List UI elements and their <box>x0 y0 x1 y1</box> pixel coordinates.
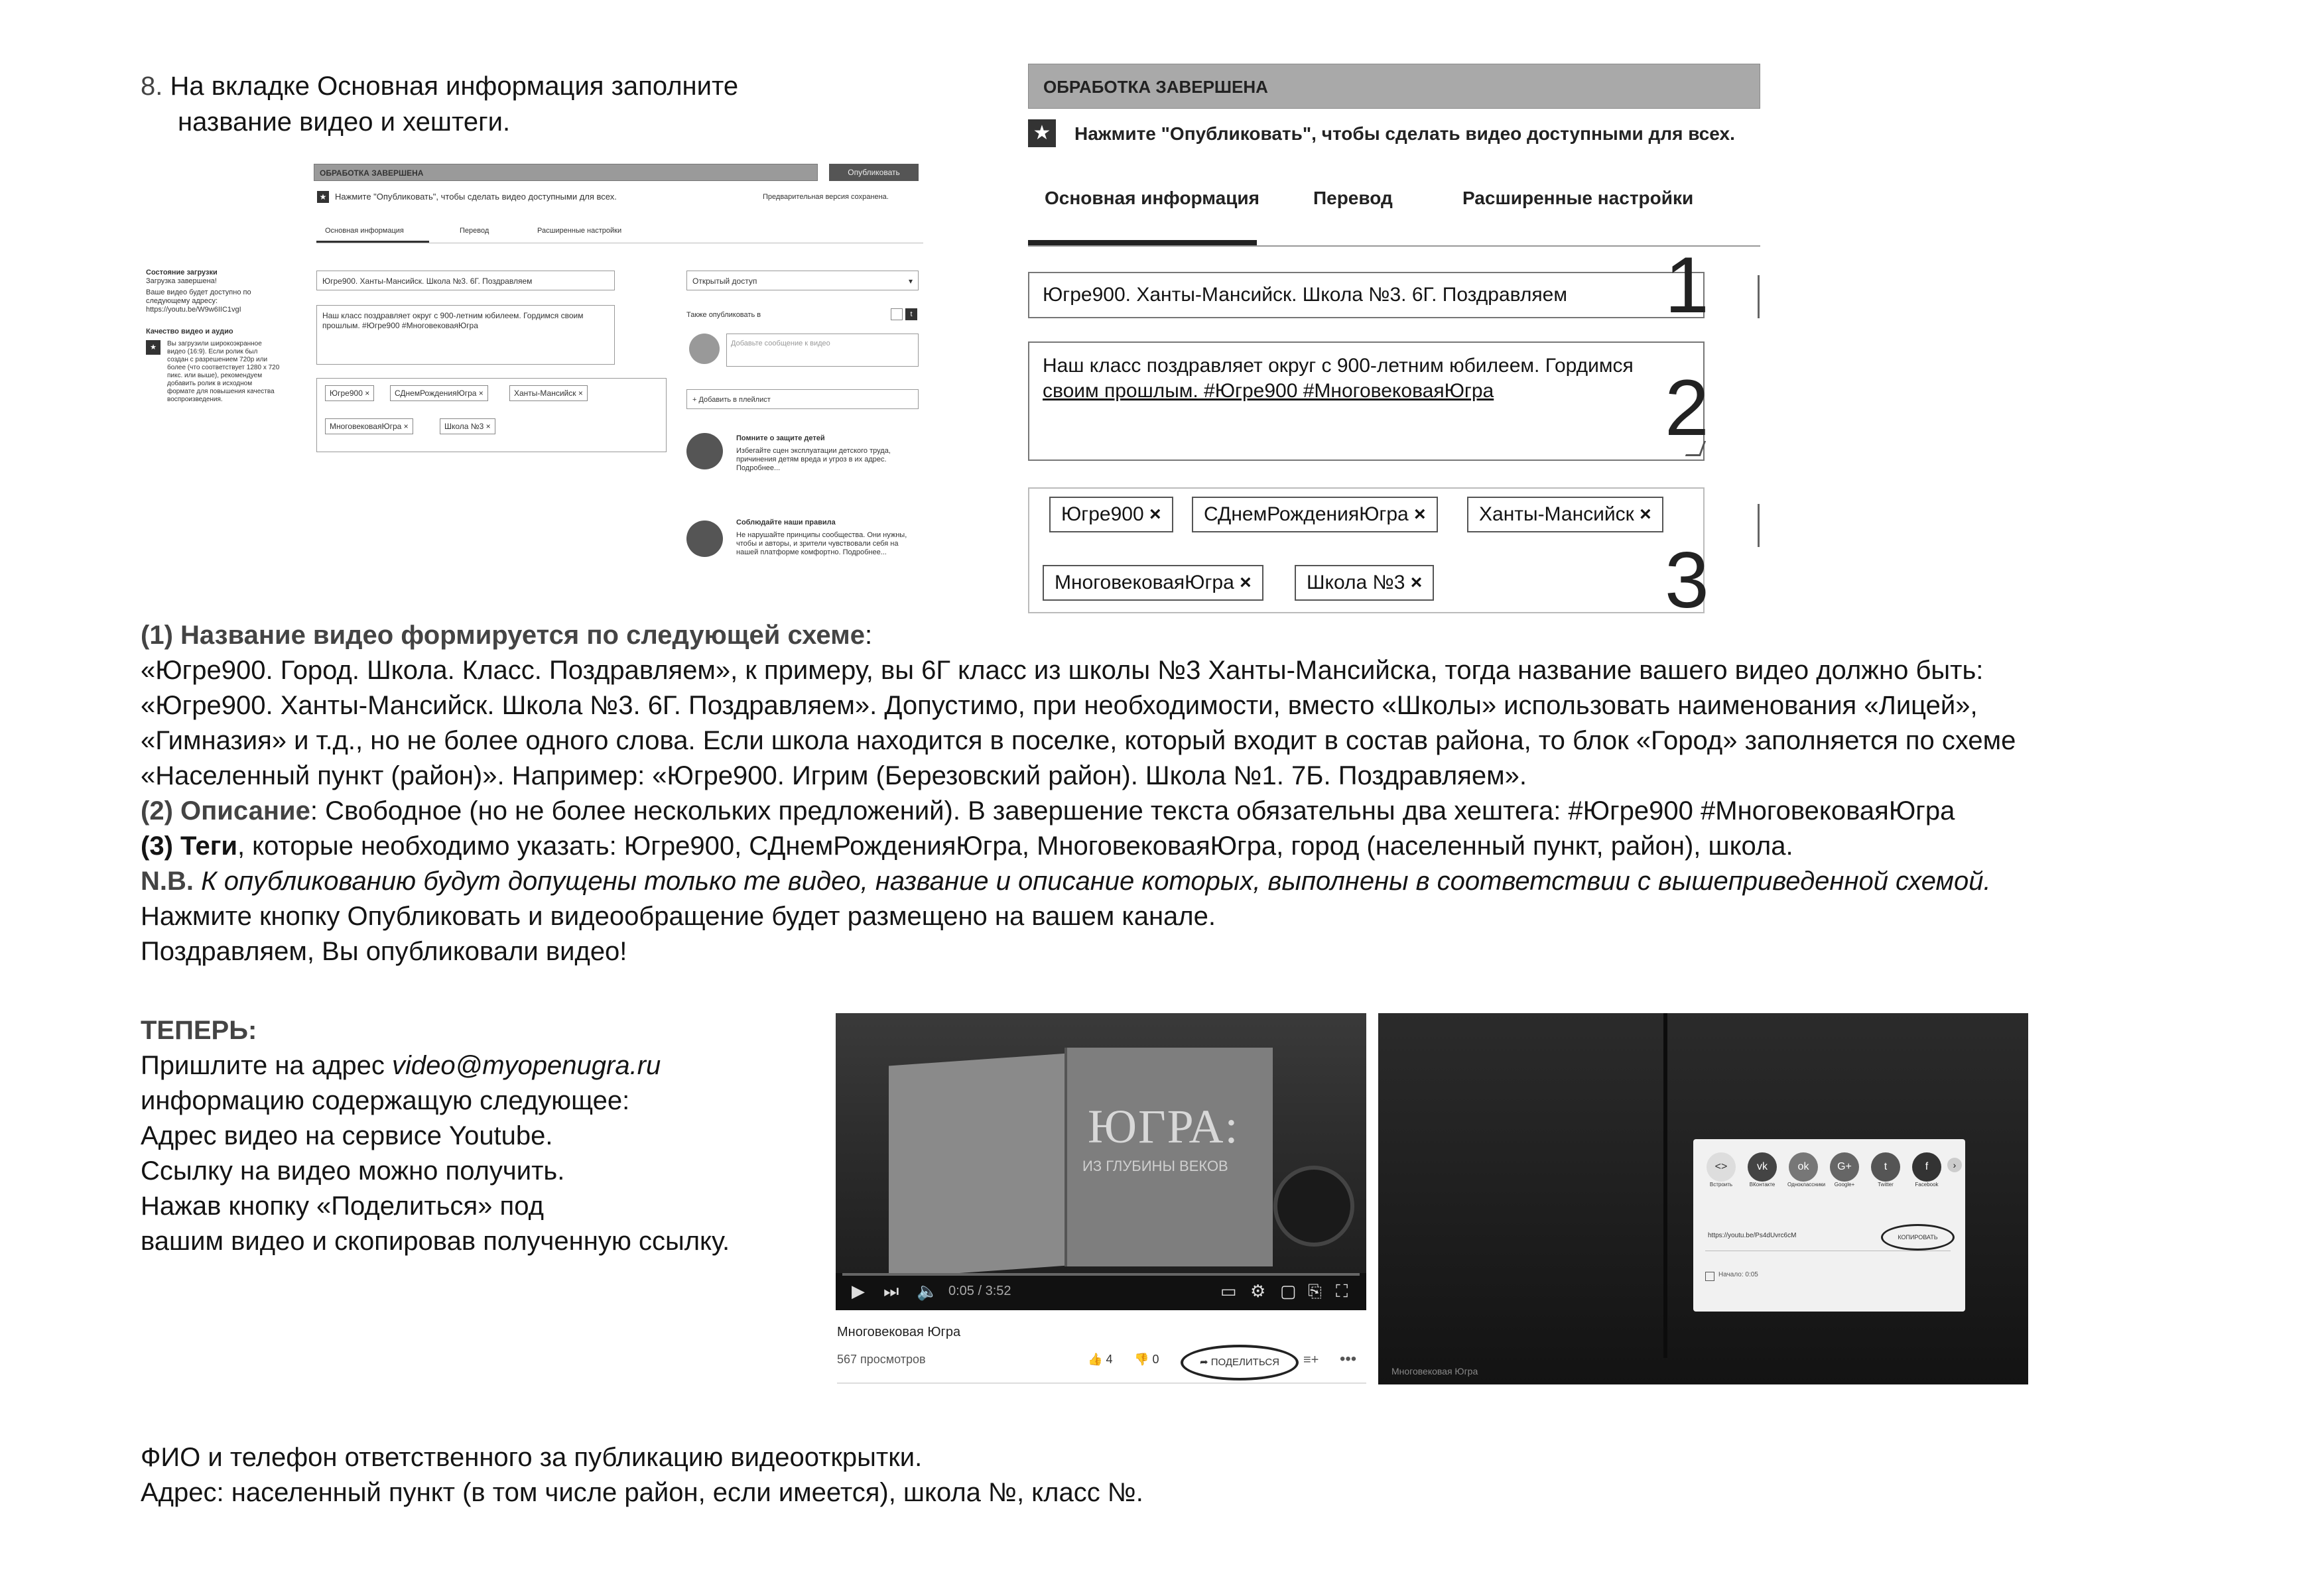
rule3 <box>141 829 2263 864</box>
large-tab-basic[interactable]: Основная информация <box>1045 188 1259 208</box>
small-tab-advanced[interactable]: Расширенные настройки <box>537 227 622 235</box>
publish-line: Нажмите кнопку Опубликовать и видеообращение будет размещено на вашем канале. <box>141 902 1216 931</box>
now-line3: Адрес видео на сервисе Youtube. <box>141 1121 553 1150</box>
chevron-down-icon: ▾ <box>908 276 913 286</box>
large-tag[interactable] <box>1049 497 1173 532</box>
nb-head: N.B. <box>141 867 194 896</box>
share-network-embed[interactable] <box>1705 1152 1737 1188</box>
small-avatar <box>689 334 720 364</box>
dislike-count: 0 <box>1152 1353 1159 1366</box>
rule1-line5: «Населенный пункт (район)». Например: «Югре900. Игрим (Березовский район). Школа №1. 7Б. Поздравляем». <box>141 761 1527 790</box>
rule2 <box>141 794 2263 829</box>
share-network-ok[interactable] <box>1787 1152 1826 1188</box>
video-player[interactable] <box>836 1013 1366 1310</box>
share-label: ПОДЕЛИТЬСЯ <box>1210 1357 1279 1368</box>
now-line2: информацию содержащую следующее: <box>141 1086 630 1115</box>
close-icon[interactable]: × <box>1149 503 1161 525</box>
fullscreen-icon[interactable]: ⛶ <box>1336 1281 1348 1301</box>
marker-3: 3 <box>1665 536 1709 625</box>
large-description-input[interactable] <box>1028 341 1705 461</box>
like-button[interactable] <box>1088 1353 1112 1367</box>
small-tag[interactable]: Ханты-Мансийск × <box>509 385 588 401</box>
rule2-head: (2) Описание <box>141 796 310 826</box>
large-tab-underline <box>1028 240 1257 245</box>
small-tags-box[interactable] <box>316 378 667 452</box>
footer-line2: Адрес: населенный пункт (в том числе район, если имеется), школа №, класс №. <box>141 1478 1143 1507</box>
large-notice: Нажмите "Опубликовать", чтобы сделать видео доступными для всех. <box>1074 123 1735 144</box>
small-rules-title: Соблюдайте наши правила <box>736 519 836 526</box>
vk-icon: vk <box>1748 1152 1777 1182</box>
share-network-gplus[interactable] <box>1829 1152 1860 1188</box>
share-network-label: ВКонтакте <box>1749 1182 1775 1188</box>
rule1-line2: «Югре900. Город. Школа. Класс. Поздравляем», к примеру, вы 6Г класс из школы №3 Ханты-Мансийска, тогда название вашего видео должно быть: <box>141 656 1984 685</box>
nb-line <box>141 864 2263 899</box>
book-right-page <box>1065 1048 1273 1266</box>
twitter-icon: t <box>1871 1152 1900 1182</box>
large-tag[interactable] <box>1043 565 1263 601</box>
nb-text: К опубликованию будут допущены только те видео, название и описание которых, выполнены в соответствии с вышеприведенной схемой. <box>194 867 1991 896</box>
thumbs-up-icon: 👍 <box>1088 1353 1103 1366</box>
large-tag-label: МноговековаяЮгра <box>1055 572 1234 593</box>
miniplayer-icon[interactable]: ▢ <box>1280 1281 1297 1301</box>
large-tag[interactable] <box>1467 497 1663 532</box>
rule3-head: (3) Теги <box>141 831 237 861</box>
small-tag[interactable]: МноговековаяЮгра × <box>325 418 413 434</box>
small-upload-done: Загрузка завершена! <box>146 277 217 285</box>
start-at-checkbox[interactable] <box>1705 1272 1714 1281</box>
camera-lens-decor <box>1273 1166 1354 1247</box>
small-rules-block <box>736 519 922 557</box>
share-button[interactable] <box>1181 1345 1299 1380</box>
small-protect-block <box>736 434 922 473</box>
rule1-line3: «Югре900. Ханты-Мансийск. Школа №3. 6Г. Поздравляем». Допустимо, при необходимости, вместо «Школы» использовать наименования «Лицей», <box>141 691 1978 720</box>
large-tab-advanced[interactable]: Расширенные настройки <box>1462 188 1694 208</box>
video-progress[interactable] <box>842 1273 1360 1276</box>
share-url[interactable]: https://youtu.be/Ps4dUvrc6cM <box>1708 1232 1797 1239</box>
marker-1: 1 <box>1665 241 1709 330</box>
book-title: ЮГРА: <box>1088 1100 1240 1153</box>
rule1-colon: : <box>864 621 873 650</box>
small-left-column <box>146 269 285 404</box>
small-checkbox[interactable] <box>891 308 903 320</box>
small-screenshot <box>143 162 925 620</box>
rule1-heading <box>141 618 2263 653</box>
share-network-label: Facebook <box>1915 1182 1939 1188</box>
step-line2: название видео и хештеги. <box>178 107 511 137</box>
video-divider <box>837 1382 1366 1384</box>
video-controls <box>836 1273 1366 1310</box>
like-count: 4 <box>1106 1353 1113 1366</box>
settings-icon[interactable]: ⚙ <box>1250 1281 1266 1301</box>
copy-button[interactable]: КОПИРОВАТЬ <box>1881 1224 1955 1251</box>
small-rules-text: Не нарушайте принципы сообщества. Они нужны, чтобы и авторы, и зрители чувствовали себя на нашей платформе комфортно. Подробнее... <box>736 531 907 556</box>
close-icon[interactable]: × <box>1240 572 1252 593</box>
small-access-select[interactable] <box>686 271 919 290</box>
small-add-playlist-button[interactable]: + Добавить в плейлист <box>686 389 919 409</box>
large-description-line1: Наш класс поздравляет округ с 900-летним юбилеем. Гордимся <box>1043 355 1634 377</box>
small-rules-icon <box>686 521 723 557</box>
rule1-head: (1) Название видео формируется по следующей схеме <box>141 621 865 650</box>
share-network-label: Twitter <box>1878 1182 1894 1188</box>
small-description-input[interactable]: Наш класс поздравляет округ с 900-летним юбилеем. Гордимся своим прошлым. #Югре900 #МноговековаяЮгра <box>316 305 615 365</box>
share-icon: ➦ <box>1200 1357 1208 1368</box>
small-child-icon <box>686 433 723 469</box>
rules-block <box>141 618 2263 969</box>
subtitles-icon[interactable]: ▭ <box>1220 1281 1237 1301</box>
footer-block <box>141 1440 2130 1510</box>
share-dialog <box>1693 1139 1965 1312</box>
large-tag[interactable] <box>1192 497 1438 532</box>
large-description-line2: своим прошлым. #Югре900 #МноговековаяЮгра <box>1043 380 1494 402</box>
small-upload-status-title: Состояние загрузки <box>146 269 218 276</box>
share-network-label: Google+ <box>1834 1182 1855 1188</box>
small-also-publish: Также опубликовать в <box>686 311 761 319</box>
large-tag[interactable] <box>1295 565 1434 601</box>
large-tag-label: СДнемРожденияЮгра <box>1204 503 1409 525</box>
now-block <box>141 1013 804 1259</box>
share-network-label: Одноклассники <box>1787 1182 1826 1188</box>
chevron-right-icon[interactable]: › <box>1947 1158 1962 1172</box>
small-notice: Нажмите "Опубликовать", чтобы сделать видео доступными для всех. <box>335 192 617 202</box>
close-icon[interactable]: × <box>1414 503 1426 525</box>
small-publish-button[interactable]: Опубликовать <box>829 164 919 181</box>
small-access-value: Открытый доступ <box>692 276 757 286</box>
small-quality-star-icon: ★ <box>146 340 161 355</box>
share-network-vk[interactable] <box>1746 1152 1778 1188</box>
small-tab-basic[interactable]: Основная информация <box>325 227 404 235</box>
large-scroll-edge <box>1758 275 1760 318</box>
close-icon[interactable]: × <box>1640 503 1651 525</box>
small-status-bar: ОБРАБОТКА ЗАВЕРШЕНА <box>314 164 818 181</box>
twitter-icon: t <box>905 308 917 320</box>
large-tab-translation[interactable]: Перевод <box>1313 188 1393 208</box>
small-protect-text: Избегайте сцен эксплуатации детского труда, причинения детям вреда и угроз в их адрес. Подробнее... <box>736 447 891 472</box>
step-heading <box>141 69 738 104</box>
facebook-icon: f <box>1912 1152 1941 1182</box>
small-tag[interactable]: Югре900 × <box>325 385 374 401</box>
ok-icon: ok <box>1789 1152 1818 1182</box>
now-line6: вашим видео и скопировав полученную ссылку. <box>141 1227 730 1256</box>
thumbs-down-icon: 👎 <box>1134 1353 1149 1366</box>
rule1-line4: «Гимназия» и т.д., но не более одного слова. Если школа находится в поселке, который входит в состав района, то блок «Город» заполняется по схеме <box>141 726 2016 755</box>
small-star-icon: ★ <box>317 191 329 203</box>
small-tab-translation[interactable]: Перевод <box>460 227 489 235</box>
play-icon[interactable]: ▶ <box>852 1281 865 1301</box>
share-url-row <box>1705 1224 1951 1251</box>
large-tag-label: Ханты-Мансийск <box>1479 503 1634 525</box>
small-quality-title: Качество видео и аудио <box>146 328 233 336</box>
add-to-playlist-icon[interactable]: ≡+ <box>1303 1353 1319 1367</box>
footer-line1: ФИО и телефон ответственного за публикацию видеооткрытки. <box>141 1443 923 1472</box>
large-tags-box[interactable] <box>1028 487 1705 613</box>
step-number: 8. <box>141 72 163 101</box>
share-network-row <box>1705 1152 1943 1188</box>
marker-2: 2 <box>1665 363 1709 452</box>
share-screenshot <box>1378 1013 2028 1384</box>
small-link-text: Ваше видео будет доступно по следующему адресу: <box>146 288 251 305</box>
share-footer-title: Многовековая Югра <box>1391 1366 1478 1377</box>
rule3-text: , которые необходимо указать: Югре900, СДнемРожденияЮгра, МноговековаяЮгра, город (населенный пункт, район), школа. <box>237 831 1793 861</box>
small-protect-title: Помните о защите детей <box>736 434 825 442</box>
small-tag[interactable]: Школа №3 × <box>440 418 495 434</box>
next-icon[interactable]: ⏭ <box>883 1281 899 1301</box>
code-icon: <> <box>1707 1152 1736 1182</box>
large-tab-divider <box>1028 245 1760 247</box>
large-tag-label: Югре900 <box>1061 503 1144 525</box>
video-views: 567 просмотров <box>837 1353 926 1366</box>
now-line4: Ссылку на видео можно получить. <box>141 1156 565 1186</box>
large-status-bar: ОБРАБОТКА ЗАВЕРШЕНА <box>1028 64 1760 109</box>
small-draft-saved: Предварительная версия сохранена. <box>763 193 889 201</box>
cast-icon[interactable]: ⎘ <box>1308 1281 1322 1301</box>
video-title[interactable]: Многовековая Югра <box>837 1325 961 1339</box>
now-line1-pre: Пришлите на адрес <box>141 1051 392 1080</box>
start-at-label: Начало: 0:05 <box>1718 1271 1758 1278</box>
now-line5: Нажав кнопку «Поделиться» под <box>141 1192 544 1221</box>
volume-icon[interactable]: 🔈 <box>917 1281 938 1301</box>
rule2-text: : Свободное (но не более нескольких предложений). В завершение текста обязательны два хештега: #Югре900 #МноговековаяЮгра <box>310 796 1955 826</box>
large-title-input[interactable]: Югре900. Ханты-Мансийск. Школа №3. 6Г. Поздравляем <box>1028 272 1705 318</box>
video-time: 0:05 / 3:52 <box>948 1284 1011 1298</box>
book-spine <box>1663 1013 1667 1358</box>
google-plus-icon: G+ <box>1830 1152 1859 1182</box>
dislike-button[interactable] <box>1134 1353 1159 1367</box>
large-tag-label: Школа №3 <box>1307 572 1405 593</box>
large-scroll-edge <box>1758 504 1760 547</box>
book-subtitle: ИЗ ГЛУБИНЫ ВЕКОВ <box>1082 1158 1228 1174</box>
share-network-facebook[interactable] <box>1911 1152 1943 1188</box>
share-network-twitter[interactable] <box>1870 1152 1902 1188</box>
more-icon[interactable]: ••• <box>1340 1350 1357 1368</box>
small-quality-text: Вы загрузили широкоэкранное видео (16:9). Если ролик был создан с разрешением 720p или более (что соответствует 1280 x 720 пикс. или выше), рекомендуем добавить ролик в исходном формате для повышения качества воспроизведения. <box>167 340 280 403</box>
close-icon[interactable]: × <box>1410 572 1423 593</box>
now-heading: ТЕПЕРЬ: <box>141 1016 257 1045</box>
email-link[interactable]: video@myopenugra.ru <box>391 1051 661 1080</box>
small-tag[interactable]: СДнемРожденияЮгра × <box>390 385 488 401</box>
small-link-url[interactable]: https://youtu.be/W9w6IIC1vgI <box>146 306 241 314</box>
share-network-label: Встроить <box>1709 1182 1733 1188</box>
small-message-input[interactable]: Добавьте сообщение к видео <box>726 334 919 367</box>
book-left-page <box>889 1054 1068 1278</box>
congrats-line: Поздравляем, Вы опубликовали видео! <box>141 937 627 966</box>
small-title-input[interactable]: Югре900. Ханты-Мансийск. Школа №3. 6Г. Поздравляем <box>316 271 615 290</box>
step-line1: На вкладке Основная информация заполните <box>170 72 739 101</box>
large-star-icon: ★ <box>1028 119 1056 147</box>
